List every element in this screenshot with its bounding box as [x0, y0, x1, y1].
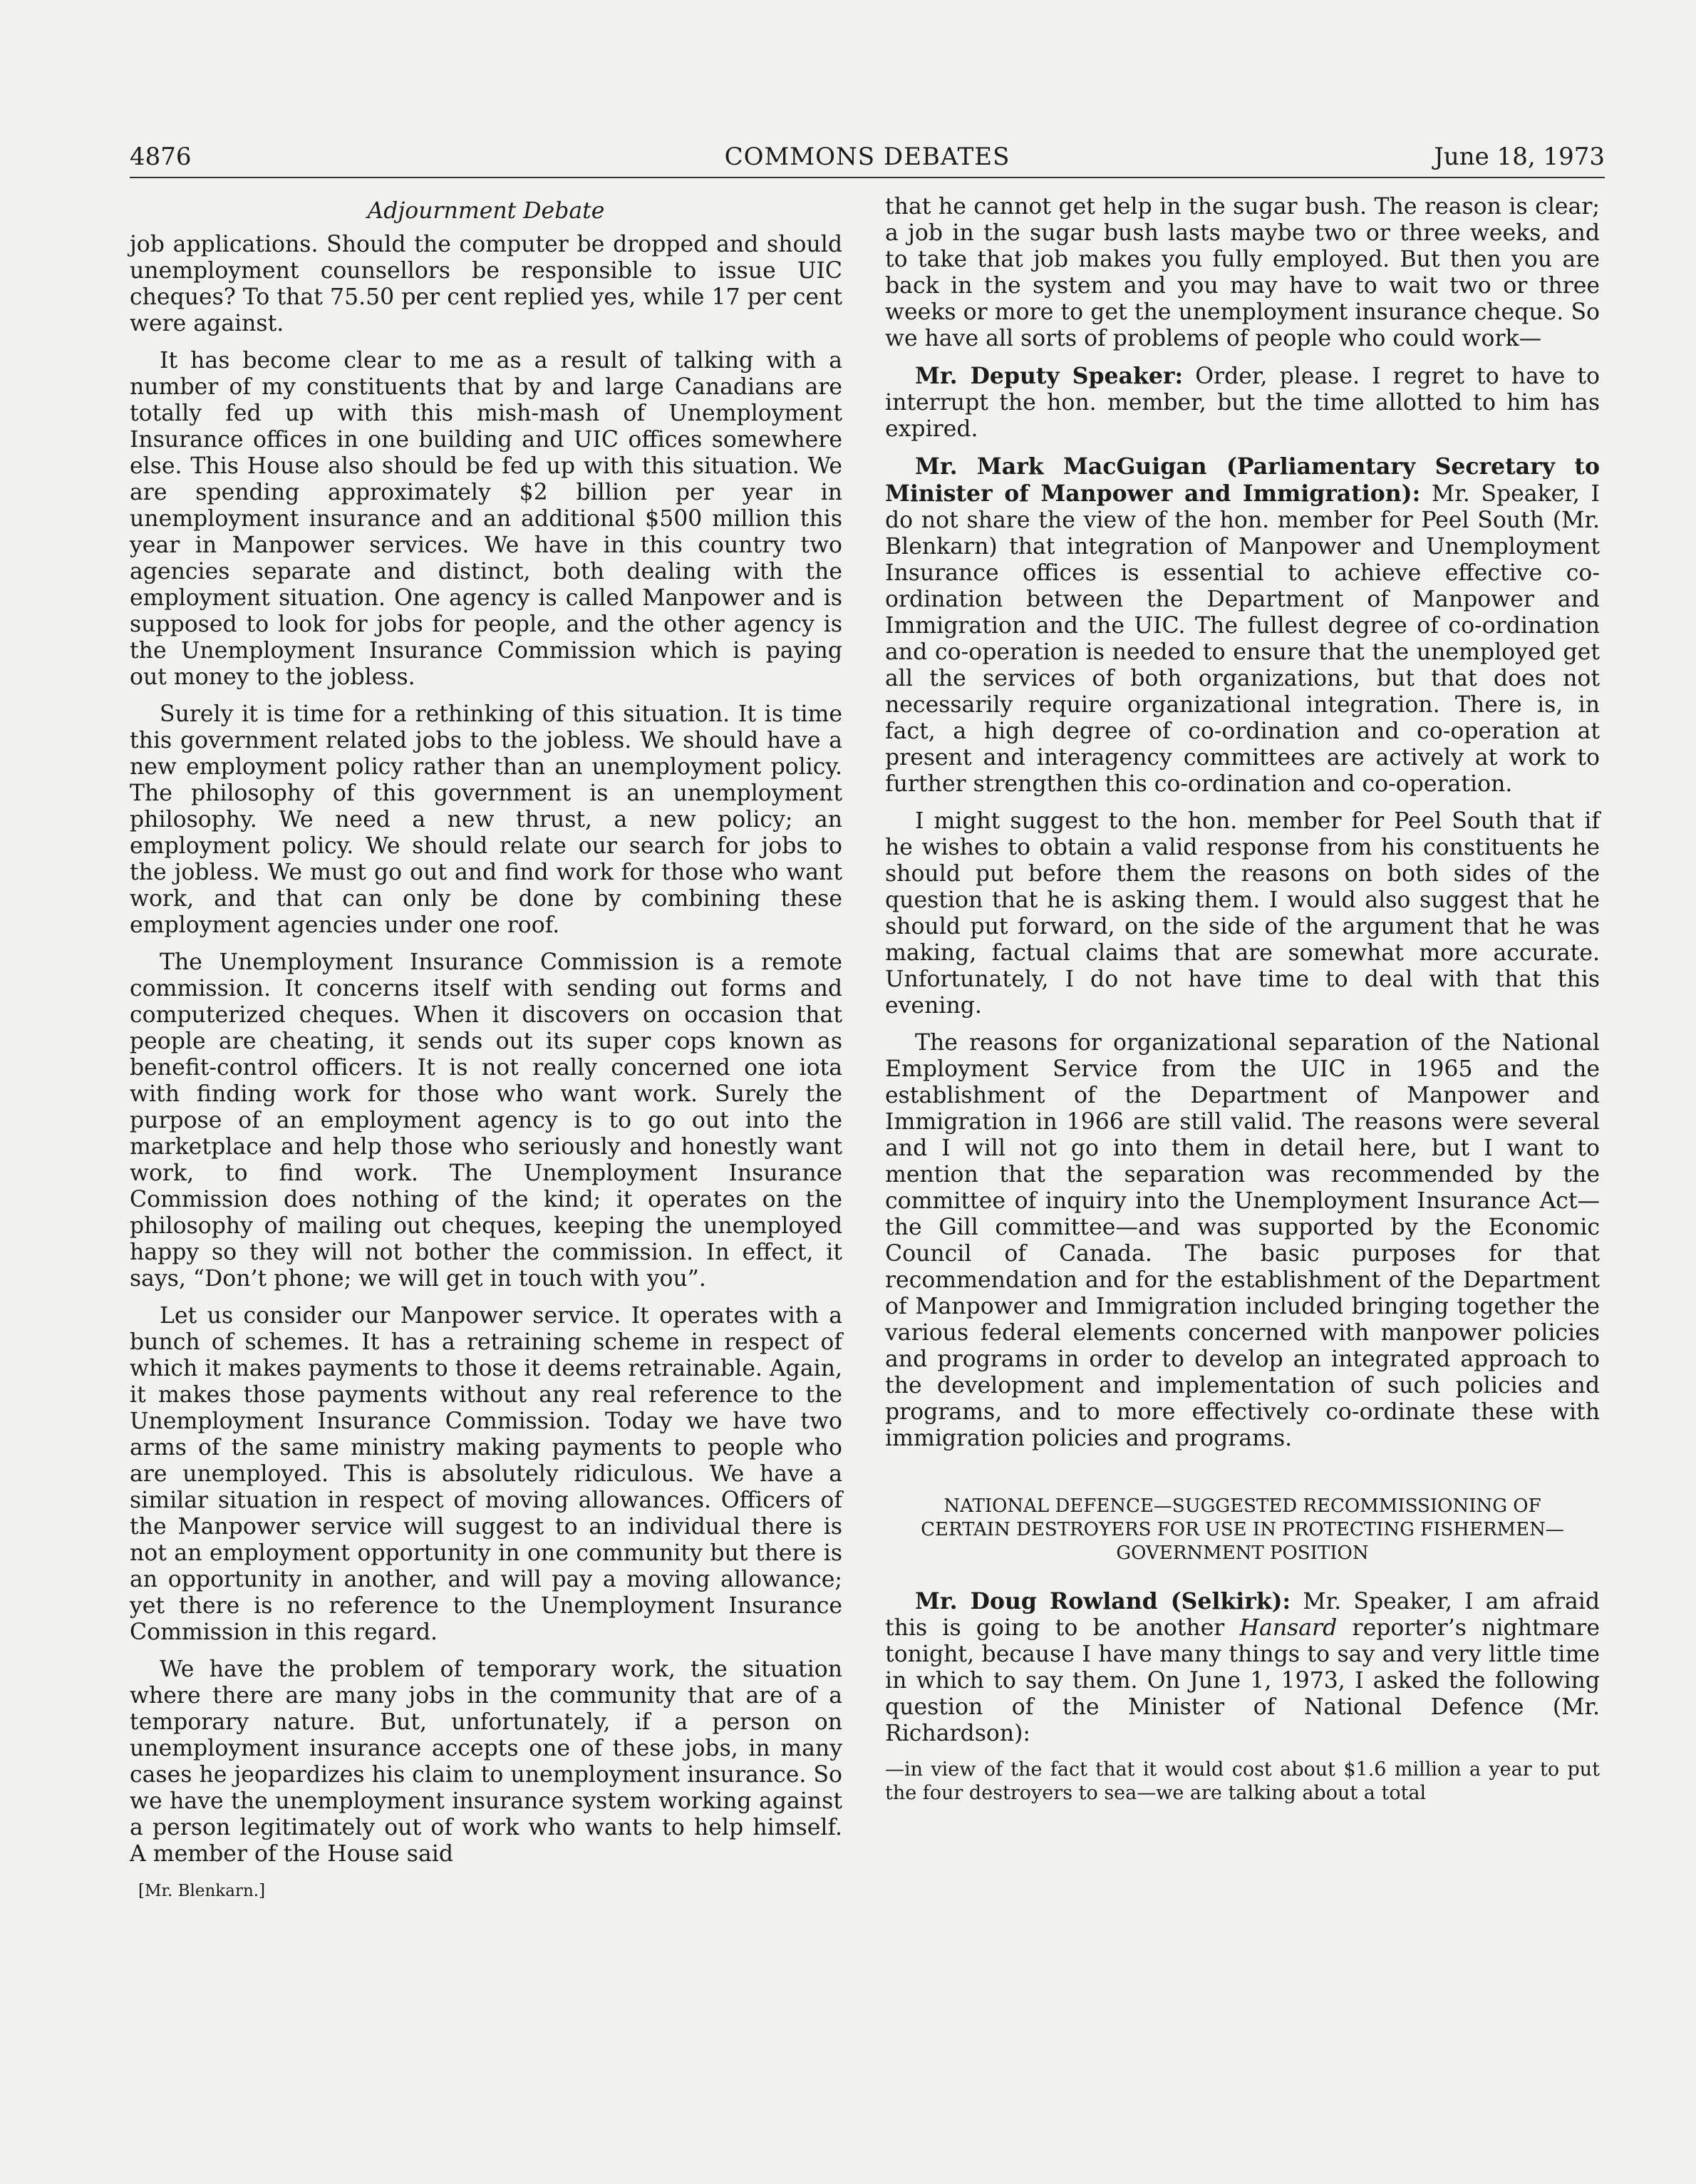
paragraph: job applications. Should the computer be dropped and should unemployment counsellors be responsible to issue UIC cheques? To that 75.50 per cent replied yes, while 17 per cent were against.	[130, 232, 842, 336]
publication-title: COMMONS DEBATES	[724, 143, 1010, 171]
paragraph: We have the problem of temporary work, the situation where there are many jobs in the community that are of a temporary nature. But, unfortunately, if a person on unemployment insurance accepts one of these jobs, in many cases he jeopardizes his claim to unemployment insurance. So we have the unemployment insurance system working against a person legitimately out of work who wants to help himself. A member of the House said	[130, 1657, 842, 1867]
speech-macguigan	[885, 453, 1600, 798]
paragraph: Surely it is time for a rethinking of this situation. It is time this government related jobs to the jobless. We should have a new employment policy rather than an unemployment policy. The philosophy of this government is an unemployment philosophy. We need a new thrust, a new policy; an employment policy. We should relate our search for jobs to the jobless. We must go out and find work for those who want work, and that can only be done by combining these employment agencies under one roof.	[130, 701, 842, 938]
quotation: —in view of the fact that it would cost about $1.6 million a year to put the four destroyers to sea—we are talking about a total	[885, 1758, 1600, 1804]
page-number: 4876	[130, 143, 192, 171]
speech-text: reporter’s nightmare tonight, because I have many things to say and very little time in which to say them. On June 1, 1973, I asked the following question of the Minister of National Defence (Mr. Richardson):	[885, 1615, 1600, 1746]
speaker-name: Mr. Deputy Speaker:	[915, 363, 1184, 389]
left-column	[130, 194, 842, 1905]
section-label: Adjournment Debate	[367, 198, 605, 224]
right-column	[885, 194, 1600, 1805]
speech-rowland	[885, 1588, 1600, 1747]
paragraph: I might suggest to the hon. member for Peel South that if he wishes to obtain a valid response from his constituents he should put before them the reasons on both sides of the question that he is asking them. I would also suggest that he should put forward, on the side of the argument that he was making, factual claims that are somewhat more accurate. Unfortunately, I do not have time to deal with that this evening.	[885, 808, 1600, 1019]
page-date: June 18, 1973	[1434, 143, 1605, 171]
paragraph: that he cannot get help in the sugar bush. The reason is clear; a job in the sugar bush lasts maybe two or three weeks, and to take that job makes you fully employed. But then you are back in the system and you may have to wait two or three weeks or more to get the unemployment insurance cheque. So we have all sorts of problems of people who could work—	[885, 194, 1600, 351]
speaker-name: Mr. Doug Rowland (Selkirk):	[915, 1588, 1291, 1614]
speaker-name: Mr. Mark MacGuigan (Parliamentary Secretary to Minister of Manpower and Immigration):	[885, 453, 1600, 507]
hansard-italic: Hansard	[1239, 1615, 1338, 1641]
speech-deputy-speaker	[885, 363, 1600, 443]
speaker-footnote: [Mr. Blenkarn.]	[138, 1882, 266, 1900]
speech-text: Mr. Speaker, I am afraid this is going to be another	[885, 1589, 1600, 1641]
paragraph: It has become clear to me as a result of talking with a number of my constituents that by and large Canadians are totally fed up with this mish-mash of Unemployment Insurance offices in one building and UIC offices somewhere else. This House also should be fed up with this situation. We are spending approximately $2 billion per year in unemployment insurance and an additional $500 million this year in Manpower services. We have in this country two agencies separate and distinct, both dealing with the employment situation. One agency is called Manpower and is supposed to look for jobs for people, and the other agency is the Unemployment Insurance Commission which is paying out money to the jobless.	[130, 348, 842, 690]
paragraph: Let us consider our Manpower service. It operates with a bunch of schemes. It has a retraining scheme in respect of which it makes payments to those it deems retrainable. Again, it makes those payments without any real reference to the Unemployment Insurance Commission. Today we have two arms of the same ministry making payments to people who are unemployed. This is absolutely ridiculous. We have a similar situation in respect of moving allowances. Officers of the Manpower service will suggest to an individual there is not an employment opportunity in one community but there is an opportunity in another, and will pay a moving allowance; yet there is no reference to the Unemployment Insurance Commission in this regard.	[130, 1303, 842, 1645]
paragraph: The Unemployment Insurance Commission is a remote commission. It concerns itself with sending out forms and computerized cheques. When it discovers on occasion that people are cheating, it sends out its super cops known as benefit-control officers. It is not really concerned one iota with finding work for those who want work. Surely the purpose of an employment agency is to go out into the marketplace and help those who seriously and honestly want work, to find work. The Unemployment Insurance Commission does nothing of the kind; it operates on the philosophy of mailing out cheques, keeping the unemployed happy so they will not bother the commission. In effect, it says, “Don’t phone; we will get in touch with you”.	[130, 949, 842, 1292]
section-heading: NATIONAL DEFENCE—SUGGESTED RECOMMISSIONING OF CERTAIN DESTROYERS FOR USE IN PROTECTING FISHERMEN—GOVERNMENT POSITION	[921, 1495, 1564, 1564]
speech-text: Mr. Speaker, I do not share the view of the hon. member for Peel South (Mr. Blenkarn) that integration of Manpower and Unemployment Insurance offices is essential to achieve effective co-ordination between the Department of Manpower and Immigration and the UIC. The fullest degree of co-ordination and co-operation is needed to ensure that the unemployed get all the services of both organizations, but that does not necessarily require organizational integration. There is, in fact, a high degree of co-ordination and co-operation at present and interagency committees are actively at work to further strengthen this co-ordination and co-operation.	[885, 481, 1600, 797]
page-header	[130, 141, 1605, 178]
paragraph: The reasons for organizational separation of the National Employment Service from the UIC in 1965 and the establishment of the Department of Manpower and Immigration in 1966 are still valid. The reasons were several and I will not go into them in detail here, but I want to mention that the separation was recommended by the committee of inquiry into the Unemployment Insurance Act—the Gill committee—and was supported by the Economic Council of Canada. The basic purposes for that recommendation and for the establishment of the Department of Manpower and Immigration included bringing together the various federal elements concerned with manpower policies and programs in order to develop an integrated approach to the development and implementation of such policies and programs, and to more effectively co-ordinate these with immigration policies and programs.	[885, 1030, 1600, 1451]
speech-text: Order, please. I regret to have to interrupt the hon. member, but the time allotted to him has expired.	[885, 364, 1600, 442]
